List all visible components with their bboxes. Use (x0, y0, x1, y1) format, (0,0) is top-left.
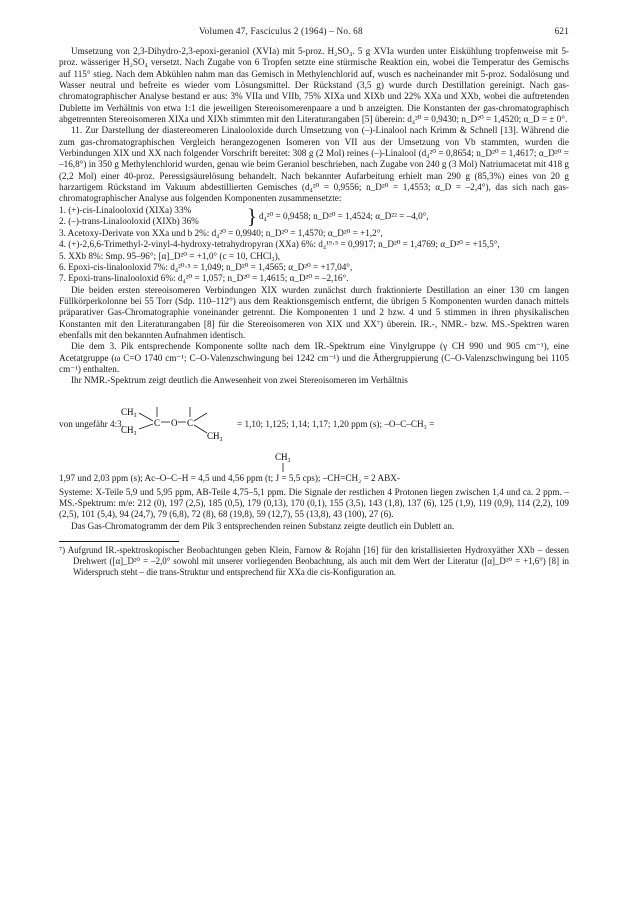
ch3-right-label: CH₃ (207, 430, 223, 441)
footnote-divider (59, 541, 179, 542)
page-number: 621 (554, 26, 569, 36)
component-list (59, 205, 569, 285)
paragraph-nmr-intro: Ihr NMR.-Spektrum zeigt deutlich die Anwesenheit von zwei Stereoisomeren im Verhältnis (71, 375, 408, 386)
ch3-top-label: CH₃ (121, 406, 137, 417)
carbon-1-label: C (154, 417, 161, 428)
component-7: 7. Epoxi-trans-linalooloxid 6%: d₄²⁰ = 1,057; n_D²⁰ = 1,4615; α_D²⁰ = –2,16°. (59, 273, 349, 284)
brace-symbol: } (247, 203, 258, 228)
oxygen-label: O (171, 417, 178, 428)
component-1-2-constants: d₄²⁰ = 0,9458; n_D²⁰ = 1,4524; α_D²² = –4,0°, (259, 210, 429, 221)
paragraph-nmr-ms: Systeme: X-Teile 5,9 und 5,95 ppm, AB-Teile 4,75–5,1 ppm. Die Signale der restlichen 4 Protonen liegen zwischen 1,4 und ca. 2 ppm. – MS.-Spektrum: m/e: 212 (0), 197 (2,5), 185 (0,5), 179 (0,13), 170 (0,1), 155 (3,5), 143 (1,8), 137 (6), 125 (1,9), 119 (0,9), 114 (2,2), 109 (2,5), 101 (5,4), 94 (24,7), 79 (6,8), 72 (8), 68 (19,8), 59 (12,7), 55 (13,8), 43 (100), 27 (6). (59, 486, 569, 520)
component-3: 3. Acetoxy-Derivate von XXa und b 2%: d₄²⁰ = 0,9940; n_D²⁰ = 1,4570; α_D²⁰ = +1,2°, (59, 227, 383, 238)
ratio-text: von ungefähr 4:3. (59, 418, 125, 429)
paragraph-ir-spectrum: Die dem 3. Pik entsprechende Komponente sollte nach dem IR.-Spektrum eine Vinylgruppe (γ CH 990 und 905 cm⁻¹), eine Acetatgruppe (ω C=O 1740 cm⁻¹; C–O-Valenzschwingung bei 1242 cm⁻¹) und die Äthergruppierung (C–O-Valenzschwingung bei 1105 cm⁻¹) enthalten. (59, 341, 569, 374)
gem-dimethyl-structure (121, 389, 233, 445)
ac-methyl-structure (275, 451, 335, 473)
paragraph-linalooloxide-preparation: 11. Zur Darstellung der diastereomeren Linalooloxide durch Umsetzung von (–)-Linalool nach Krimm & Schnell [13]. Während die zum gas-chromatographischen Vergleich herangezogenen Isomeren von VII aus der Umsetzung von Vb stammten, wurden die Verbindungen XIX und XX nach folgender Vorschrift bereitet: 308 g (2 Mol) reines (–)-Linalool (d₄²⁰ = 0,8654; n_D²⁰ = 1,4617; α_D²⁰ = –16,8°) in 350 g Methylenchlorid wurden, genau wie beim Geraniol beschrieben, nach Zugabe von 240 g (3 Mol) Natriumacetat mit 418 g (2,2 Mol) einer 40-proz. Peressigsäurelösung behandelt. Nach bekannter Aufarbeitung erhielt man 290 g (85,3%) eines von 20 g harzartigem Rückstand im Vakuum abdestillierten Gemisches (d₄²⁰ = 0,9556; n_D²⁰ = 1,4553; α_D = –2,4°), das sich nach gas-chromatographischer Analyse aus folgenden Komponenten zusammensetzte: (59, 125, 569, 204)
page-header (59, 26, 569, 39)
component-6: 6. Epoxi-cis-linalooloxid 7%: d₄²⁰·⁵ = 1,049; n_D²⁰ = 1,4565; α_D²⁰ = +17,04°, (59, 261, 353, 272)
component-2: 2. (–)-trans-Linalooloxid (XIXb) 36% (59, 215, 199, 226)
ch3-label: CH₃ (275, 451, 291, 462)
nmr-acetoxy-line: 1,97 und 2,03 ppm (s); Ac–O–C–H = 4,5 und 4,56 ppm (t; J = 5,5 cps); –CH=CH₂ = 2 ABX- (59, 472, 400, 483)
ch3-bottom-label: CH₃ (121, 424, 137, 435)
component-1: 1. (+)-cis-Linalooloxid (XIXa) 33% (59, 204, 192, 215)
footnote-7 (59, 545, 569, 578)
component-4: 4. (+)-2,6,6-Trimethyl-2-vinyl-4-hydroxy-tetrahydropyran (XXa) 6%: d₄¹⁹·⁵ = 0,9917; n_D²⁰ = 1,4769; α_D²⁰ = +15,5°, (59, 239, 500, 250)
footnote-text: ⁷) Aufgrund IR.-spektroskopischer Beobachtungen geben Klein, Farnow & Rojahn [16] für den kristallisierten Hydroxyäther XXb – dessen Drehwert ([α]_D²⁰ = –2,0° sowohl mit unserer vorliegenden Beobachtung, als auch mit dem Wert der Literatur ([α]_D²⁰ = +1,6°) [8] in Widerspruch steht – die trans-Struktur und entsprechend für XXa die cis-Konfiguration an. (59, 545, 569, 577)
component-5: 5. XXb 8%: Smp. 95–96°; [α]_D²⁰ = +1,0° (c = 10, CHCl₃), (59, 250, 281, 261)
running-title: Volumen 47, Fasciculus 2 (1964) – No. 68 (199, 26, 363, 36)
nmr-structure-block (59, 389, 569, 451)
component-group-1-2 (59, 205, 569, 228)
paragraph-separation: Die beiden ersten stereoisomeren Verbindungen XIX wurden zunächst durch fraktionierte Destillation an einer 130 cm langen Füllkörperkolonne bei 55 Torr (Sdp. 110–112°) aus dem Reaktionsgemisch entfernt, die übrigen 5 Komponenten wurden danach mittels präparativer Gas-Chromatographie voneinander getrennt. Die Komponenten 1 und 2 bzw. 4 und 5 stimmen in ihren physikalischen Konstanten mit den Literaturangaben [8] für die Stereoisomeren von XIX und XX⁷) überein. IR.-, NMR.- bzw. MS.-Spektren waren ebenfalls mit den bekannten Aufnahmen identisch. (59, 284, 569, 340)
acetoxy-structure-block (59, 451, 569, 487)
carbon-2-label: C (187, 417, 194, 428)
paragraph-doublet: Das Gas-Chromatogramm der dem Pik 3 entsprechenden reinen Substanz zeigte deutlich ein Dublett an. (71, 520, 455, 531)
paragraph-epoxigeraniol-reaction: Umsetzung von 2,3-Dihydro-2,3-epoxi-geraniol (XVIa) mit 5-proz. H₂SO₄. 5 g XVIa wurden unter Eiskühlung tropfenweise mit 5-proz. wässeriger H₂SO₄ versetzt. Nach Zugabe von 6 Tropfen setzte eine stürmische Reaktion ein, wobei die Temperatur des Gemischs auf 115° stieg. Nach dem Abkühlen nahm man das Gemisch in Methylenchlorid auf, wusch es nacheinander mit 5-proz. Sodalösung und Wasser neutral und befreite es wieder vom Lösungsmittel. Der Rückstand (3,5 g) wurde durch Destillation gereinigt. Nach gas-chromatographischer Analyse bestand er aus: 3% VIIa und VIIb, 75% XIXa und XIXb und 22% XXa und XXb, wobei die auftretenden Dublette im Verhältnis von etwa 1:1 die jeweiligen Stereoisomerenpaare a und b anzeigten. Die Konstanten der gas-chromatographisch abgetrennten Stereoisomeren XIXa und XIXb stimmten mit den Literaturangaben [5] überein: d₄²⁰ = 0,9430; n_D²⁰ = 1,4520; α_D = ± 0°. (59, 46, 569, 125)
journal-page (59, 26, 569, 578)
nmr-shift-values: = 1,10; 1,125; 1,14; 1,17; 1,20 ppm (s); –O–C–CH₃ = (237, 418, 435, 429)
